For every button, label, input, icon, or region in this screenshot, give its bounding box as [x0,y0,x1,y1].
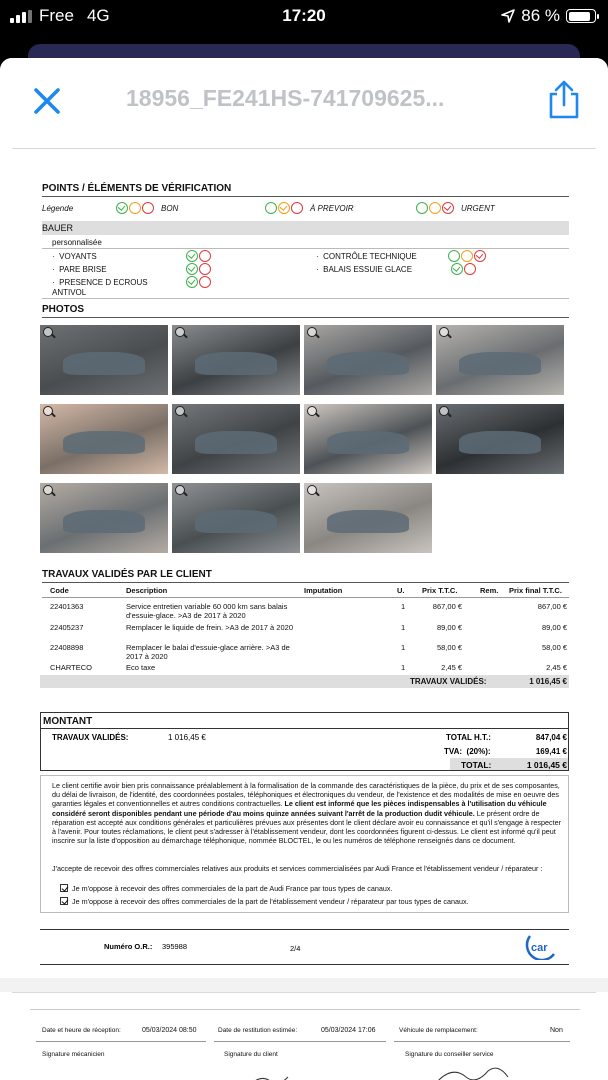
row-description: Eco taxe [126,663,156,672]
col-imputation: Imputation [304,586,343,595]
replacement-label: Véhicule de remplacement: [399,1027,478,1034]
signature-mechanic: Signature mécanicien [42,1051,105,1058]
tva-label: TVA: (20%): [444,747,491,756]
car-body [195,352,277,376]
zoom-icon[interactable] [439,406,449,416]
opt-out-2[interactable]: Je m'oppose à recevoir des offres commerciales de la part de l'établissement vendeur / réparateur par tous types de canaux. [60,897,560,906]
brand-bar [42,221,569,235]
carrier: Free [39,6,74,25]
divider [42,597,569,598]
works-total-bar [40,675,569,688]
sheet-header [0,58,608,148]
checkbox-icon[interactable] [60,897,68,905]
document-page [12,148,596,978]
legend-label: Légende [42,204,74,213]
row-u: 1 [401,623,406,632]
car-body [459,431,541,455]
zoom-icon[interactable] [175,485,185,495]
row-u: 1 [401,663,406,672]
preview-sheet [0,58,608,1080]
zoom-icon[interactable] [307,406,317,416]
total-ht-value: 847,04 € [535,733,567,742]
row-price: 2,45 € [441,663,462,672]
vehicle-photo[interactable] [304,404,432,474]
reception-value: 05/03/2024 08:50 [142,1027,197,1034]
or-number: 395988 [162,942,188,951]
vehicle-photo[interactable] [304,325,432,395]
legend-plan: À PREVOIR [310,204,354,213]
check-item: · PARE BRISE [52,265,107,274]
check-item: · BALAIS ESSUIE GLACE [316,265,413,274]
vehicle-photo[interactable] [40,325,168,395]
zoom-icon[interactable] [439,327,449,337]
row-code: 22408898 [50,643,84,652]
works-title: TRAVAUX VALIDÉS PAR LE CLIENT [42,569,212,580]
battery-percent: 86 % [521,6,560,25]
restitution-label: Date de restitution estimée: [218,1027,298,1034]
row-code: CHARTECO [50,663,92,672]
zoom-icon[interactable] [175,406,185,416]
check-lights [448,250,486,262]
amount-title: MONTANT [43,716,93,727]
row-u: 1 [401,643,406,652]
row-description: Remplacer le liquide de frein. >A3 de 2017 à 2020 [126,623,293,632]
battery-icon [566,9,596,23]
col-final: Prix final T.T.C. [509,586,562,595]
share-icon[interactable] [546,80,582,120]
vehicle-photo[interactable] [40,404,168,474]
car-body [459,352,541,376]
row-code: 22401363 [50,602,84,611]
divider [30,1009,580,1010]
zoom-icon[interactable] [43,406,53,416]
close-icon[interactable] [30,84,64,118]
check-lights [186,276,211,288]
works-total-label: TRAVAUX VALIDÉS: [410,677,487,686]
divider [42,196,569,197]
zoom-icon[interactable] [307,327,317,337]
vehicle-photo[interactable] [304,483,432,553]
signature-client: Signature du client [224,1051,278,1058]
opt-out-1[interactable]: Je m'oppose à recevoir des offres commerciales de la part de Audi France par tous types de canaux. [60,884,560,893]
divider [42,317,569,318]
col-rem: Rem. [480,586,499,595]
checks-subtitle: personnalisée [52,238,102,247]
row-price: 58,00 € [436,643,462,652]
check-item: · CONTRÔLE TECHNIQUE [316,252,417,261]
divider [40,929,569,930]
car-body [63,352,145,376]
zoom-icon[interactable] [43,485,53,495]
car-body [327,431,409,455]
document-title: 18956_FE241HS-741709625... [126,85,445,111]
zoom-icon[interactable] [307,485,317,495]
col-description: Description [126,586,168,595]
legend-good: BON [161,204,179,213]
legend-lights-urgent [416,202,454,214]
car-body [63,510,145,534]
vehicle-photo[interactable] [436,325,564,395]
vehicle-photo[interactable] [436,404,564,474]
vehicle-photo[interactable] [172,404,300,474]
total-ht-label: TOTAL H.T.: [446,733,491,742]
page-gap [0,978,608,992]
car-logo-icon [522,932,562,960]
divider [40,728,569,729]
car-body [195,510,277,534]
legend-lights-good [116,202,154,214]
zoom-icon[interactable] [43,327,53,337]
legend-lights-plan [265,202,303,214]
signature-scribble-icon [250,1073,290,1080]
zoom-icon[interactable] [175,327,185,337]
status-bar [0,0,608,34]
divider [42,248,569,249]
car-body [195,431,277,455]
divider [40,964,569,965]
restitution-value: 05/03/2024 17:06 [321,1027,376,1034]
total-value: 1 016,45 € [526,760,567,770]
divider [214,1041,386,1042]
total-label: TOTAL: [461,760,492,770]
legend-urgent: URGENT [461,204,495,213]
vehicle-photo[interactable] [172,325,300,395]
col-price: Prix T.T.C. [422,586,458,595]
row-description: Service entretien variable 60 000 km sans balais d'essuie-glace. >A3 de 2017 à 2020 [126,602,288,620]
check-item: · PRESENCE D ECROUS ANTIVOL [52,278,148,297]
row-final: 2,45 € [546,663,567,672]
car-body [327,510,409,534]
check-lights [186,263,211,275]
row-u: 1 [401,602,406,611]
row-code: 22405237 [50,623,84,632]
col-code: Code [50,586,69,595]
tva-value: 169,41 € [535,747,567,756]
car-body [63,431,145,455]
checkbox-icon[interactable] [60,884,68,892]
row-final: 89,00 € [541,623,567,632]
document-page-3 [12,992,596,1080]
network-type: 4G [86,6,110,25]
check-lights [451,263,476,275]
divider [42,298,569,299]
signature-scribble-icon [432,1065,512,1080]
row-price: 89,00 € [436,623,462,632]
photos-title: PHOTOS [42,304,85,315]
signature-advisor: Signature du conseiller service [405,1051,494,1058]
brand-name: BAUER [42,223,74,233]
col-u: U. [397,586,405,595]
amount-works-label: TRAVAUX VALIDÉS: [52,733,129,742]
consent-text: J'accepte de recevoir des offres commerciales relatives aux produits et services commercialisées par Audi France et l'établissement vendeur / réparateur : [52,864,543,873]
check-item: · VOYANTS [52,252,97,261]
or-label: Numéro O.R.: [104,942,153,951]
divider [42,582,569,583]
amount-works-value: 1 016,45 € [168,733,206,742]
divider [394,1041,570,1042]
page-number: 2/4 [290,944,301,953]
check-lights [186,250,211,262]
row-description: Remplacer le balai d'essuie-glace arrière. >A3 de 2017 à 2020 [126,643,290,661]
reception-label: Date et heure de réception: [42,1027,121,1034]
location-icon [501,9,515,23]
legal-text: Le client certifie avoir bien pris connaissance préalablement à la formalisation de la commande des caractéristiques de la pièce, du prix et de ses composantes, du délai de livraison, de l'identité, des coordonnées postales, téléphoniques et électroniques du vendeur, de l'existence et des modalités de mise en oeuvre des garanties légales et conventionnelles et autres conditions contractuelles. Le client est informé que les pièces indispensables à l'utilisation du véhicule considéré seront disponibles pendant une période d'au moins quinze années suivant l'arrêt de la production dudit véhicule. Le présent ordre de réparation est accepté aux conditions générales et particulières prévues aux présentes dont le client déclare avoir eu connaissance et qu'il s'engage à respecter à l'avenir. Pour toutes réclamations, le client peut s'adresser à l'établissement vendeur, dont les coordonnées figurent ci-dessus. Le client est informé qu'il peut inscrire sur la liste d'opposition au démarchage téléphonique, nommée BLOCTEL, le ou les numéros de téléphone renseignés dans ce document. [52,781,561,846]
replacement-value: Non [550,1027,563,1034]
vehicle-photo[interactable] [40,483,168,553]
divider [36,1041,206,1042]
clock: 17:20 [282,6,326,25]
row-final: 58,00 € [541,643,567,652]
logo-text: car [531,942,548,954]
vehicle-photo[interactable] [172,483,300,553]
row-final: 867,00 € [537,602,567,611]
checks-title: POINTS / ÉLÉMENTS DE VÉRIFICATION [42,183,232,194]
works-total-value: 1 016,45 € [529,677,567,686]
car-body [327,352,409,376]
row-price: 867,00 € [432,602,462,611]
